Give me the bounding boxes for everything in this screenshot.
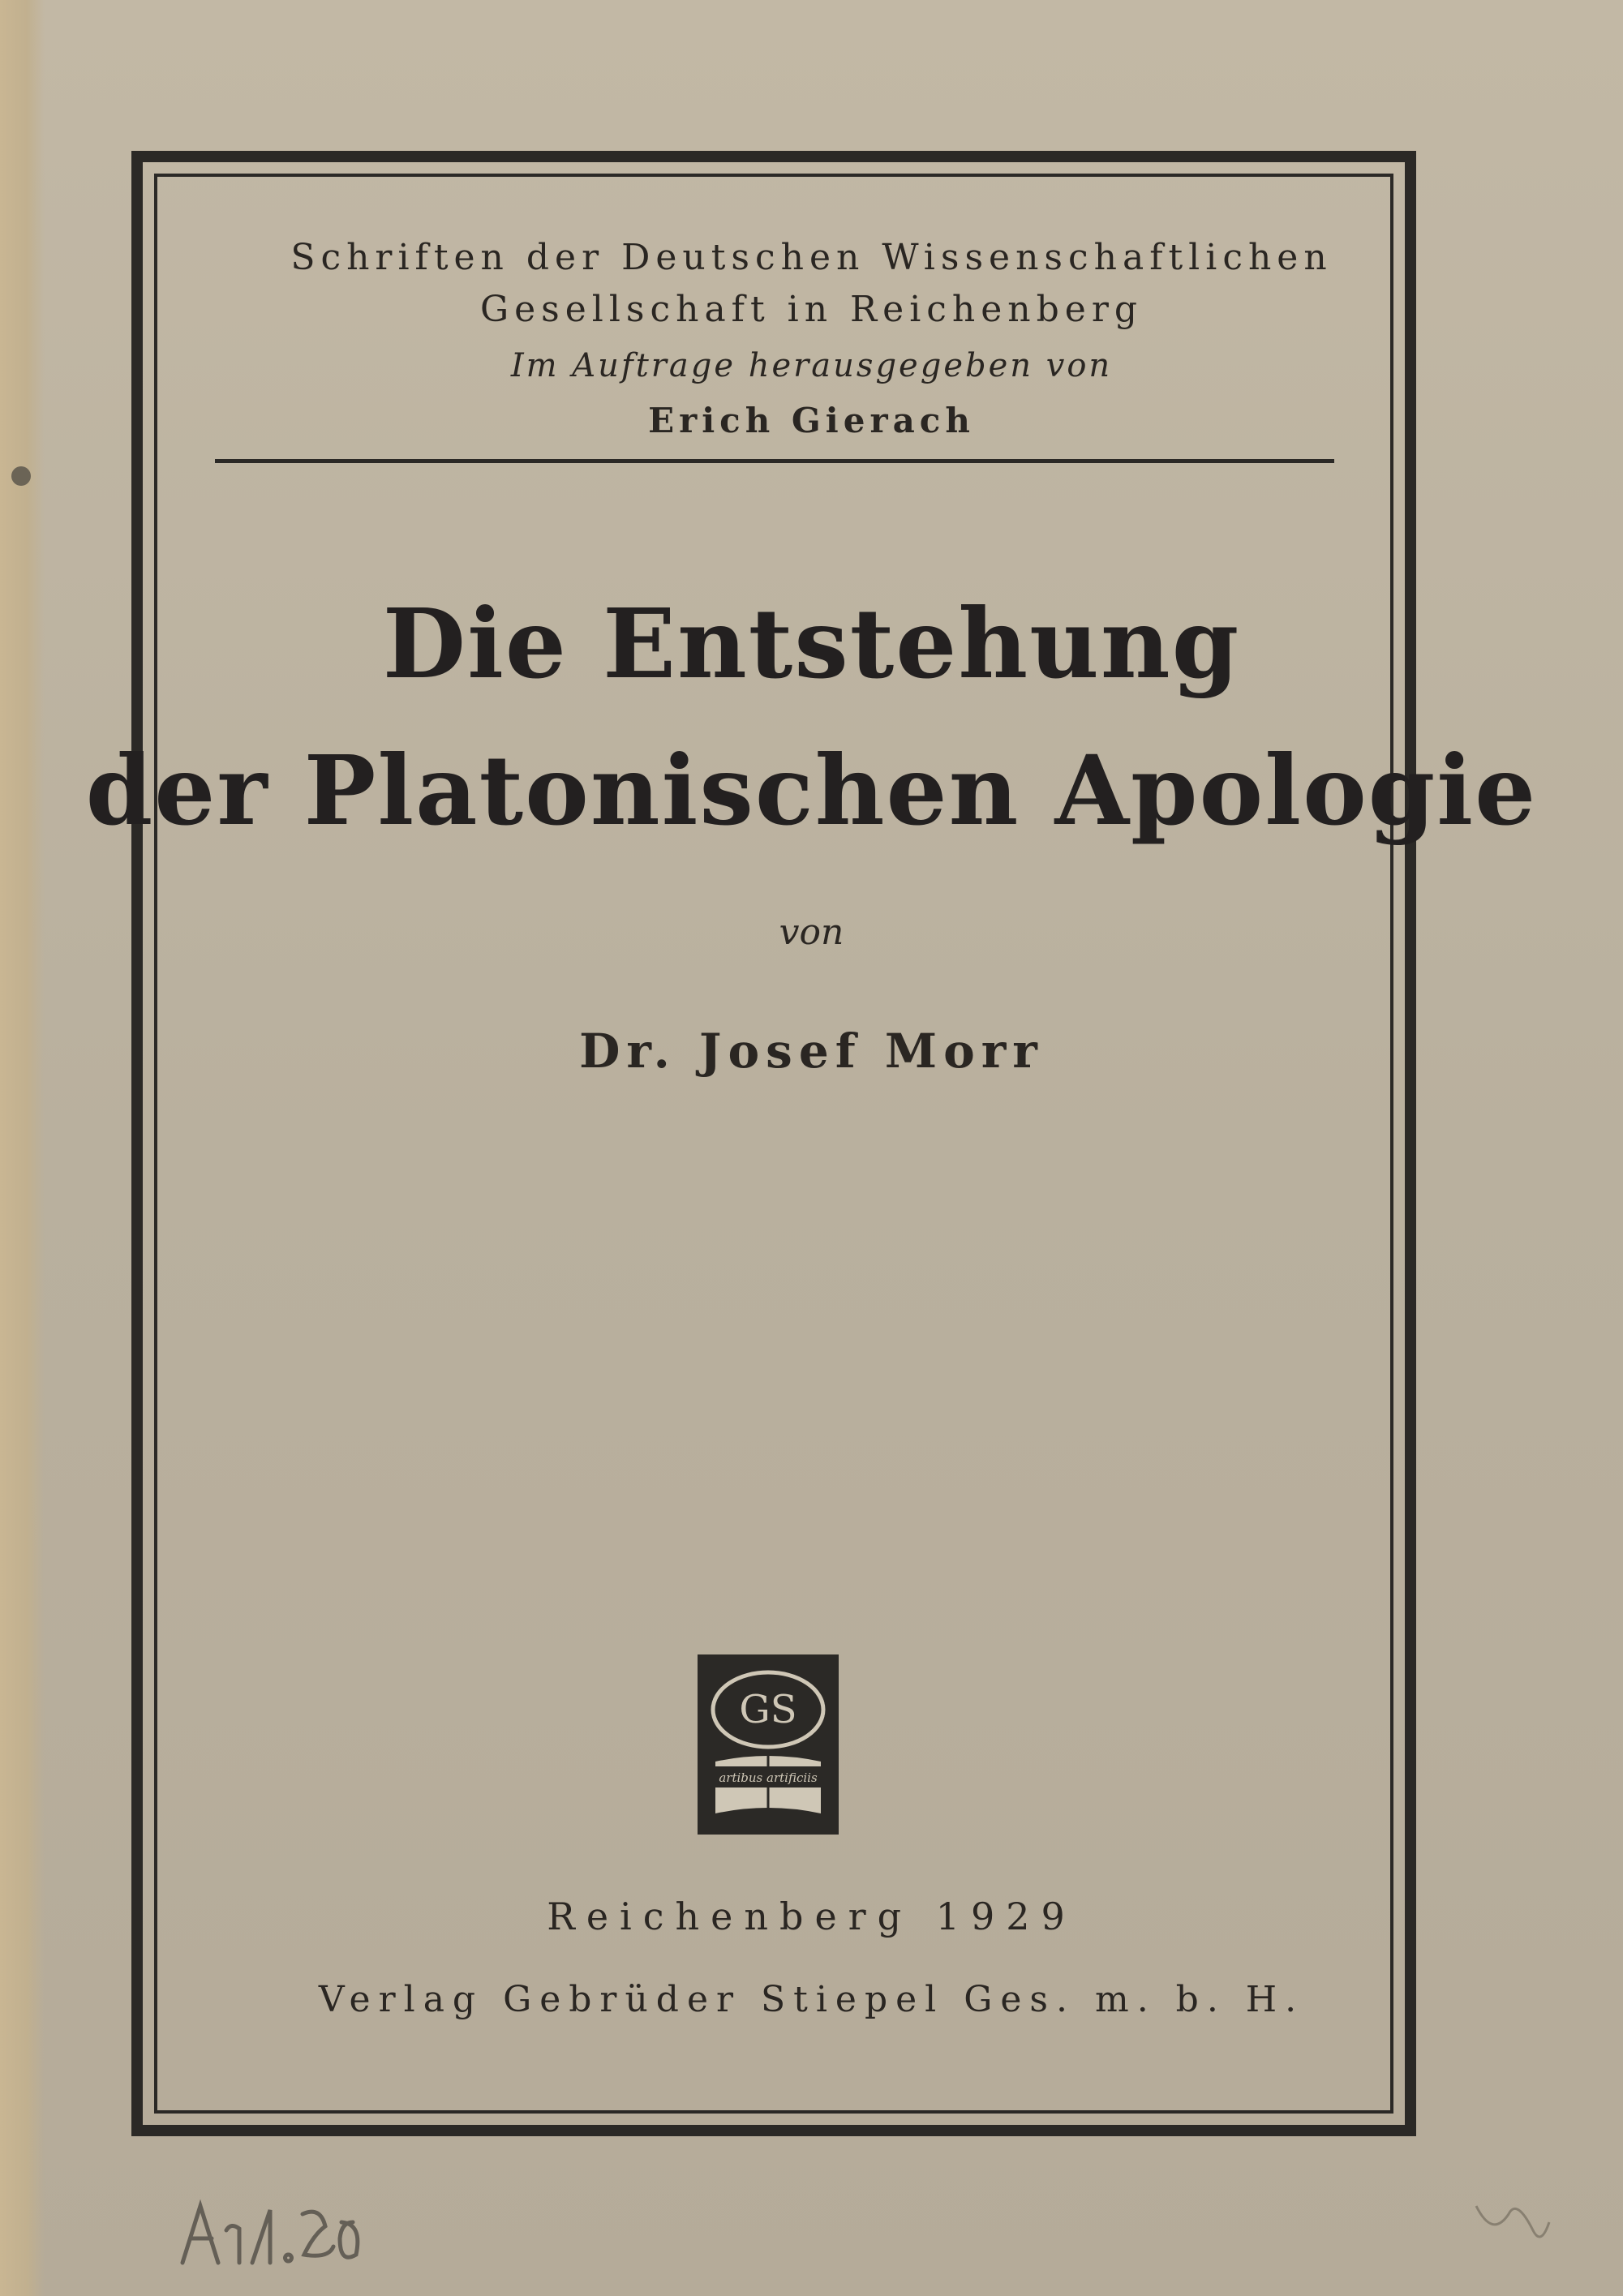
binding-hole <box>11 466 31 486</box>
byline: von <box>779 912 844 953</box>
handwritten-shelfmark <box>174 2182 369 2279</box>
book-title-line-2: der Platonischen Apologie <box>85 734 1538 847</box>
logo-motto: artibus artificiis <box>719 1770 818 1785</box>
author-name: Dr. Josef Morr <box>579 1024 1044 1079</box>
series-title-line-2: Gesellschaft in Reichenberg <box>479 289 1144 330</box>
imprint-publisher: Verlag Gebrüder Stiepel Ges. m. b. H. <box>318 1979 1305 2020</box>
imprint-place-year: Reichenberg 1929 <box>547 1895 1076 1938</box>
publisher-logo <box>698 1654 839 1835</box>
editor-credit-line: Im Auftrage herausgegeben von <box>510 347 1113 384</box>
logo-monogram: GS <box>739 1687 797 1732</box>
cover-spine-edge <box>0 0 45 2296</box>
header-divider <box>215 459 1334 463</box>
series-title-line-1: Schriften der Deutschen Wissenschaftlichen <box>290 237 1333 278</box>
pencil-mark <box>1460 2190 1557 2255</box>
editor-name: Erich Gierach <box>648 401 975 440</box>
book-title-line-1: Die Entstehung <box>382 587 1241 700</box>
